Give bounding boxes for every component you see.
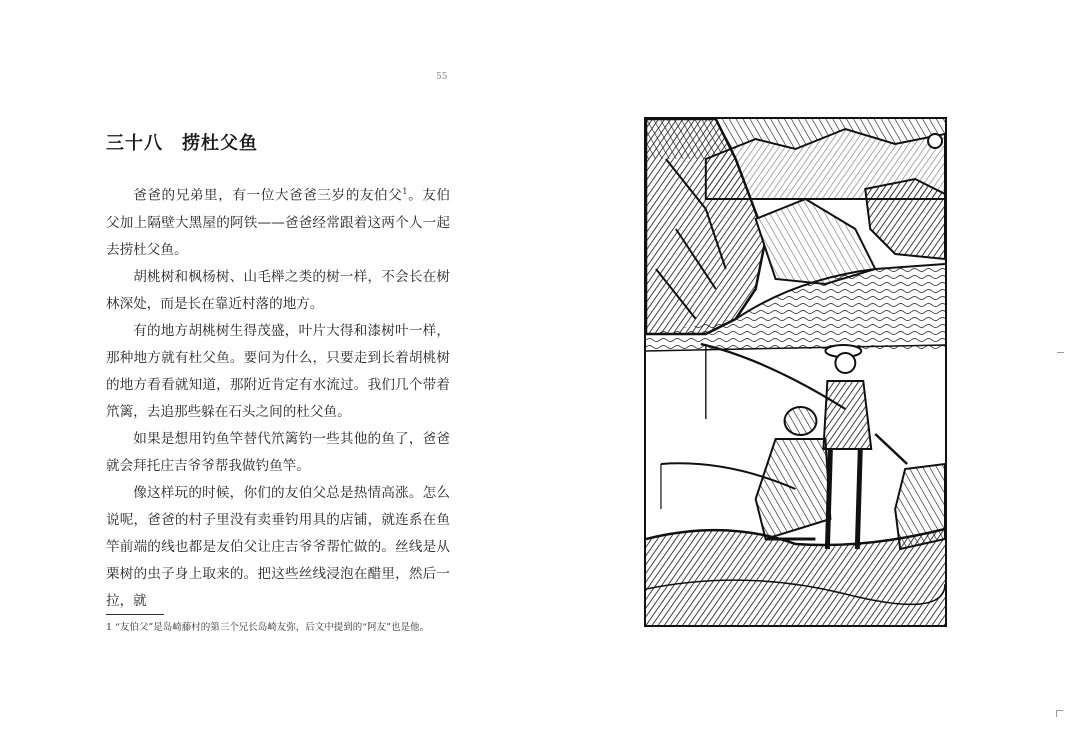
page-number: 55 (436, 72, 448, 82)
footnote-marker[interactable]: 1 (402, 187, 408, 196)
paragraph-1-text-a: 爸爸的兄弟里，有一位大爸爸三岁的友伯父 (133, 187, 403, 204)
page-corner-mark (1056, 710, 1063, 717)
paragraph-2: 胡桃树和枫杨树、山毛榉之类的树一样，不会长在树林深处，而是长在靠近村落的地方。 (106, 268, 450, 312)
paragraph-4: 如果是想用钓鱼竿替代笊篱钓一些其他的鱼了，爸爸就会拜托庄吉爷爷帮我做钓鱼竿。 (106, 430, 450, 474)
fishing-illustration (644, 117, 947, 627)
paragraph-3: 有的地方胡桃树生得茂盛，叶片大得和漆树叶一样，那种地方就有杜父鱼。要问为什么，只要走到长着胡桃树的地方看看就知道，那附近肯定有水流过。我们几个带着笊篱，去追那些躲在石头之间的杜父鱼。 (106, 322, 450, 420)
body-text (106, 178, 450, 615)
footnote-divider (106, 614, 164, 615)
paragraph-1-text-b: 。友伯父加上隔壁大黑屋的阿铁——爸爸经常跟着这两个人一起去捞杜父鱼。 (106, 187, 451, 258)
footnote: 1 “友伯父”是岛崎藤村的第三个兄长岛崎友弥，后文中提到的“阿友”也是他。 (106, 622, 429, 633)
woodcut-fishing-scene-image (646, 119, 945, 625)
paragraph-5: 像这样玩的时候，你们的友伯父总是热情高涨。怎么说呢，爸爸的村子里没有卖垂钓用具的店铺，就连系在鱼竿前端的线也都是友伯父让庄吉爷爷帮忙做的。丝线是从栗树的虫子身上取来的。把这些丝线浸泡在醋里，然后一拉，就 (106, 484, 450, 609)
chapter-title: 三十八 捞杜父鱼 (106, 133, 258, 154)
page-edge-mark (1057, 352, 1064, 353)
paragraph-1 (106, 178, 450, 264)
